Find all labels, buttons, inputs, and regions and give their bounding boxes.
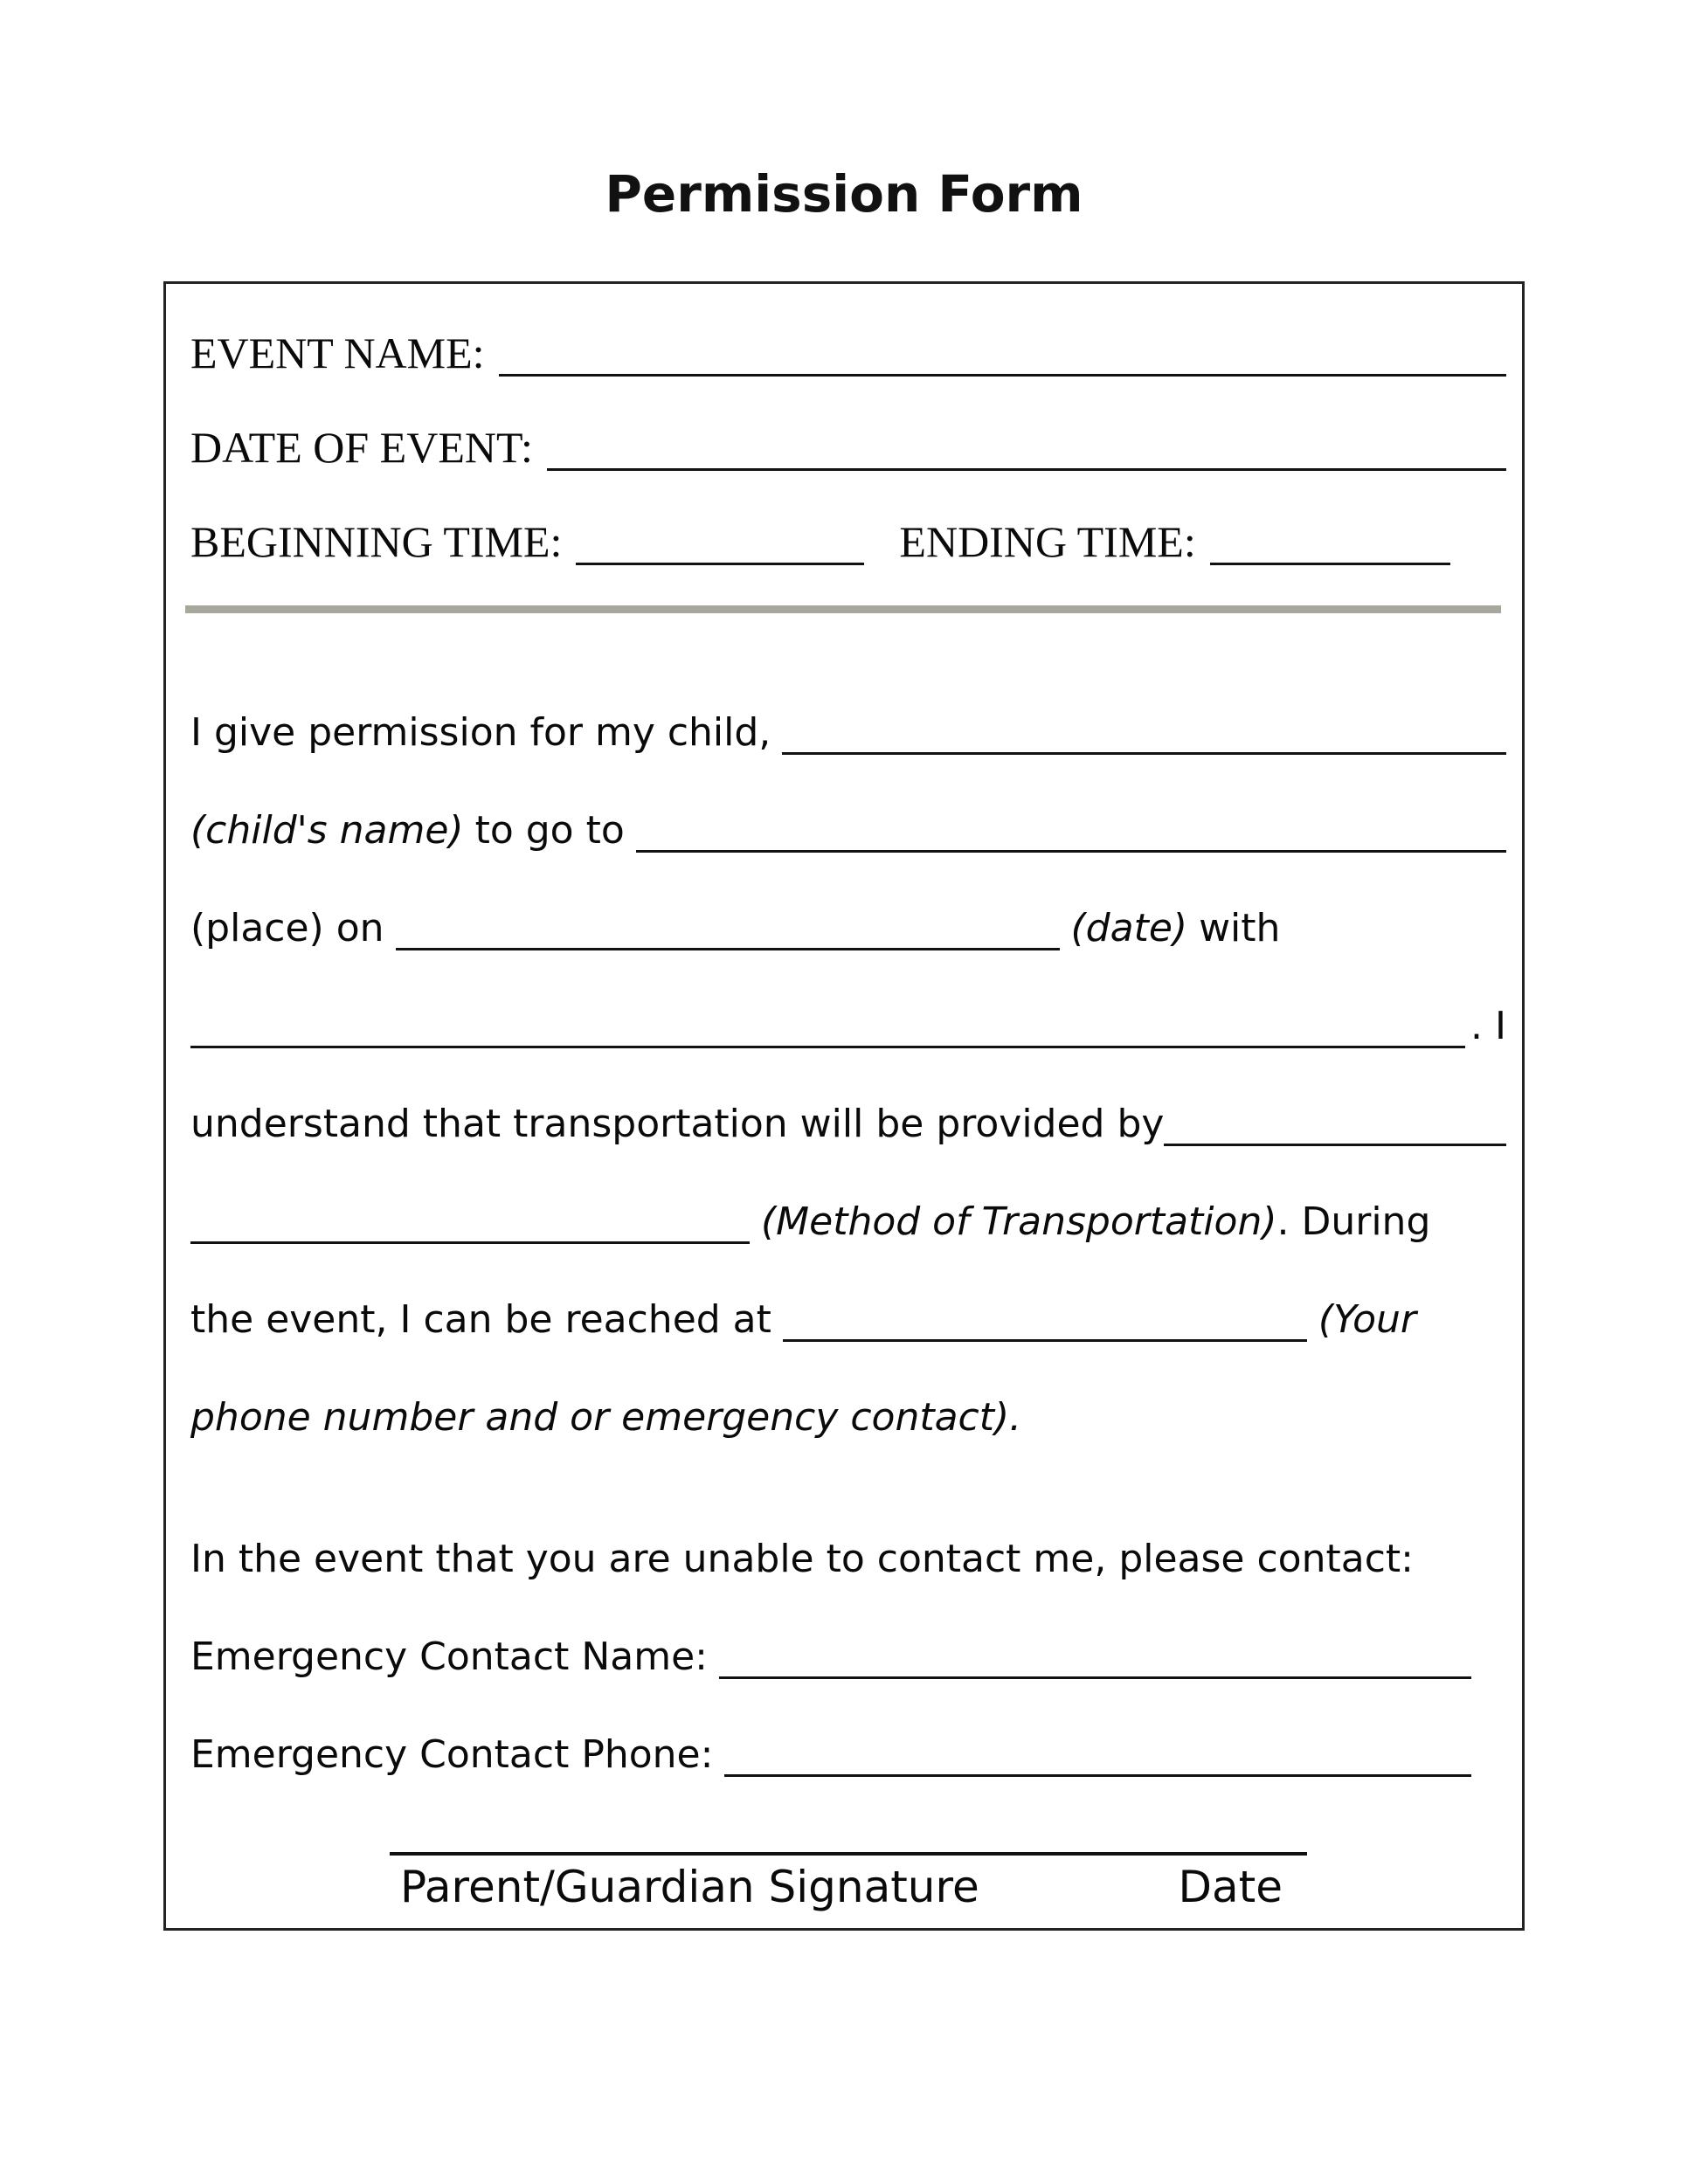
body-line (190, 1005, 1506, 1048)
place-on-text: (place) on (190, 906, 384, 950)
event-name-label: EVENT NAME: (190, 328, 485, 377)
parent-guardian-signature-label: Parent/Guardian Signature (400, 1862, 979, 1912)
date-of-event-row (190, 424, 1506, 471)
emergency-name-label: Emergency Contact Name: (190, 1635, 708, 1679)
permission-text: I give permission for my child, (190, 710, 771, 755)
child-name-hint: (child's name) (190, 808, 464, 853)
body-line (190, 809, 1506, 853)
body-line (190, 1200, 1506, 1244)
child-name-blank[interactable] (782, 743, 1506, 755)
emergency-name-blank[interactable] (719, 1668, 1471, 1679)
emergency-phone-row (190, 1733, 1506, 1777)
contact-intro-text: In the event that you are unable to contact me, please contact: (190, 1537, 1414, 1581)
phone-number-hint: phone number and or emergency contact). (190, 1395, 1022, 1440)
date-hint: (date) (1070, 906, 1188, 950)
body-line (190, 907, 1506, 950)
body-line (190, 1298, 1506, 1342)
body-line (190, 1396, 1506, 1440)
body-line (190, 1102, 1506, 1146)
phone-blank[interactable] (783, 1330, 1307, 1342)
event-name-row (190, 329, 1506, 377)
date-blank[interactable] (396, 939, 1060, 950)
event-name-blank[interactable] (499, 363, 1506, 377)
date-label: Date (1178, 1862, 1283, 1912)
contact-intro-line (190, 1538, 1506, 1581)
transportation-blank-2[interactable] (190, 1233, 750, 1244)
chaperone-blank[interactable] (190, 1037, 1465, 1048)
with-text: with (1199, 906, 1281, 950)
page-title: Permission Form (605, 164, 1083, 224)
beginning-time-label: BEGINNING TIME: (190, 517, 563, 566)
beginning-time-blank[interactable] (576, 552, 864, 565)
emergency-phone-blank[interactable] (724, 1766, 1471, 1777)
ending-time-label: ENDING TIME: (899, 517, 1196, 566)
body-line (190, 711, 1506, 755)
period-i-text: . I (1470, 1004, 1506, 1048)
emergency-phone-label: Emergency Contact Phone: (190, 1732, 714, 1777)
signature-labels-row (390, 1856, 1307, 1911)
transportation-text: understand that transportation will be provided by (190, 1102, 1165, 1146)
method-of-transportation-hint: (Method of Transportation) (761, 1199, 1277, 1244)
transportation-blank[interactable] (1164, 1135, 1506, 1146)
form-box (163, 281, 1525, 1931)
emergency-name-row (190, 1635, 1506, 1679)
ending-time-blank[interactable] (1210, 552, 1450, 565)
section-divider (185, 605, 1501, 613)
date-of-event-blank[interactable] (547, 458, 1506, 471)
date-of-event-label: DATE OF EVENT: (190, 423, 533, 472)
reached-at-text: the event, I can be reached at (190, 1297, 771, 1342)
to-go-to-text: to go to (474, 808, 625, 853)
times-row (190, 518, 1506, 565)
during-text: . During (1276, 1199, 1431, 1244)
place-blank[interactable] (636, 841, 1506, 853)
signature-block (390, 1852, 1307, 1911)
your-hint: (Your (1318, 1297, 1417, 1342)
